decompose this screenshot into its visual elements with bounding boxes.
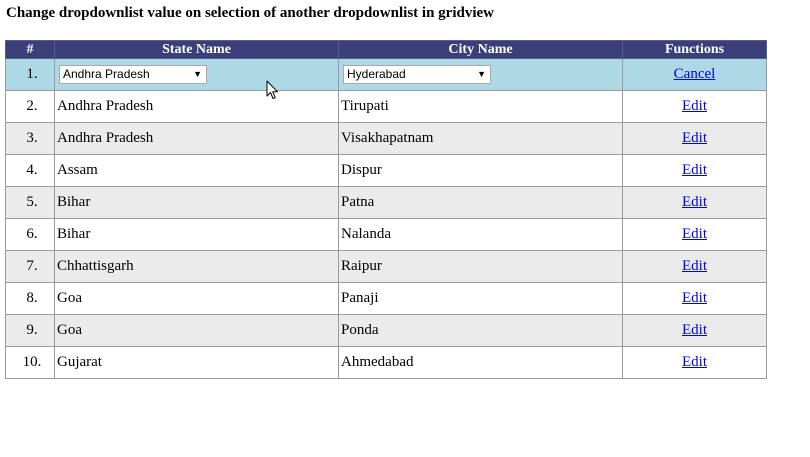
functions-cell xyxy=(623,219,767,251)
table-row xyxy=(6,251,767,283)
column-header-state-name: State Name xyxy=(55,41,339,59)
city-cell: Dispur xyxy=(339,155,623,187)
column-header-functions: Functions xyxy=(623,41,767,59)
table-row xyxy=(6,123,767,155)
edit-link[interactable]: Edit xyxy=(682,98,707,114)
city-cell xyxy=(339,59,623,91)
grid-body xyxy=(6,91,767,379)
city-cell: Ponda xyxy=(339,315,623,347)
row-number: 7. xyxy=(6,251,55,283)
cities-gridview xyxy=(5,40,767,379)
edit-link[interactable]: Edit xyxy=(682,194,707,210)
functions-cell xyxy=(623,123,767,155)
state-cell: Chhattisgarh xyxy=(55,251,339,283)
table-row xyxy=(6,155,767,187)
functions-cell xyxy=(623,315,767,347)
state-cell: Andhra Pradesh xyxy=(55,91,339,123)
city-cell: Nalanda xyxy=(339,219,623,251)
edit-link[interactable]: Edit xyxy=(682,258,707,274)
functions-cell xyxy=(623,283,767,315)
city-cell: Raipur xyxy=(339,251,623,283)
state-dropdown[interactable] xyxy=(59,65,207,84)
functions-cell xyxy=(623,251,767,283)
city-cell: Visakhapatnam xyxy=(339,123,623,155)
edit-link[interactable]: Edit xyxy=(682,322,707,338)
page-title: Change dropdownlist value on selection of another dropdownlist in gridview xyxy=(6,5,494,21)
table-row xyxy=(6,315,767,347)
chevron-down-icon: ▼ xyxy=(477,69,486,79)
city-cell: Panaji xyxy=(339,283,623,315)
edit-link[interactable]: Edit xyxy=(682,162,707,178)
table-row-editing xyxy=(6,59,767,91)
table-row xyxy=(6,347,767,379)
grid-header-row xyxy=(6,41,767,59)
row-number: 1. xyxy=(6,59,55,91)
row-number: 5. xyxy=(6,187,55,219)
state-cell: Assam xyxy=(55,155,339,187)
functions-cell xyxy=(623,91,767,123)
row-number: 10. xyxy=(6,347,55,379)
functions-cell xyxy=(623,187,767,219)
table-row xyxy=(6,187,767,219)
functions-cell xyxy=(623,155,767,187)
table-row xyxy=(6,219,767,251)
city-dropdown-value: Hyderabad xyxy=(347,67,406,81)
city-cell: Ahmedabad xyxy=(339,347,623,379)
row-number: 4. xyxy=(6,155,55,187)
table-row xyxy=(6,283,767,315)
state-cell: Bihar xyxy=(55,187,339,219)
edit-link[interactable]: Edit xyxy=(682,354,707,370)
city-dropdown[interactable] xyxy=(343,65,491,84)
table-row xyxy=(6,91,767,123)
column-header-city-name: City Name xyxy=(339,41,623,59)
row-number: 9. xyxy=(6,315,55,347)
row-number: 8. xyxy=(6,283,55,315)
functions-cell xyxy=(623,59,767,91)
state-cell: Andhra Pradesh xyxy=(55,123,339,155)
cancel-link[interactable]: Cancel xyxy=(673,66,716,82)
state-cell: Gujarat xyxy=(55,347,339,379)
state-cell xyxy=(55,59,339,91)
edit-link[interactable]: Edit xyxy=(682,226,707,242)
row-number: 6. xyxy=(6,219,55,251)
edit-link[interactable]: Edit xyxy=(682,130,707,146)
chevron-down-icon: ▼ xyxy=(193,69,202,79)
state-cell: Bihar xyxy=(55,219,339,251)
state-dropdown-value: Andhra Pradesh xyxy=(63,67,150,81)
state-cell: Goa xyxy=(55,283,339,315)
city-cell: Patna xyxy=(339,187,623,219)
city-cell: Tirupati xyxy=(339,91,623,123)
row-number: 3. xyxy=(6,123,55,155)
functions-cell xyxy=(623,347,767,379)
column-header-number: # xyxy=(6,41,55,59)
row-number: 2. xyxy=(6,91,55,123)
state-cell: Goa xyxy=(55,315,339,347)
edit-link[interactable]: Edit xyxy=(682,290,707,306)
